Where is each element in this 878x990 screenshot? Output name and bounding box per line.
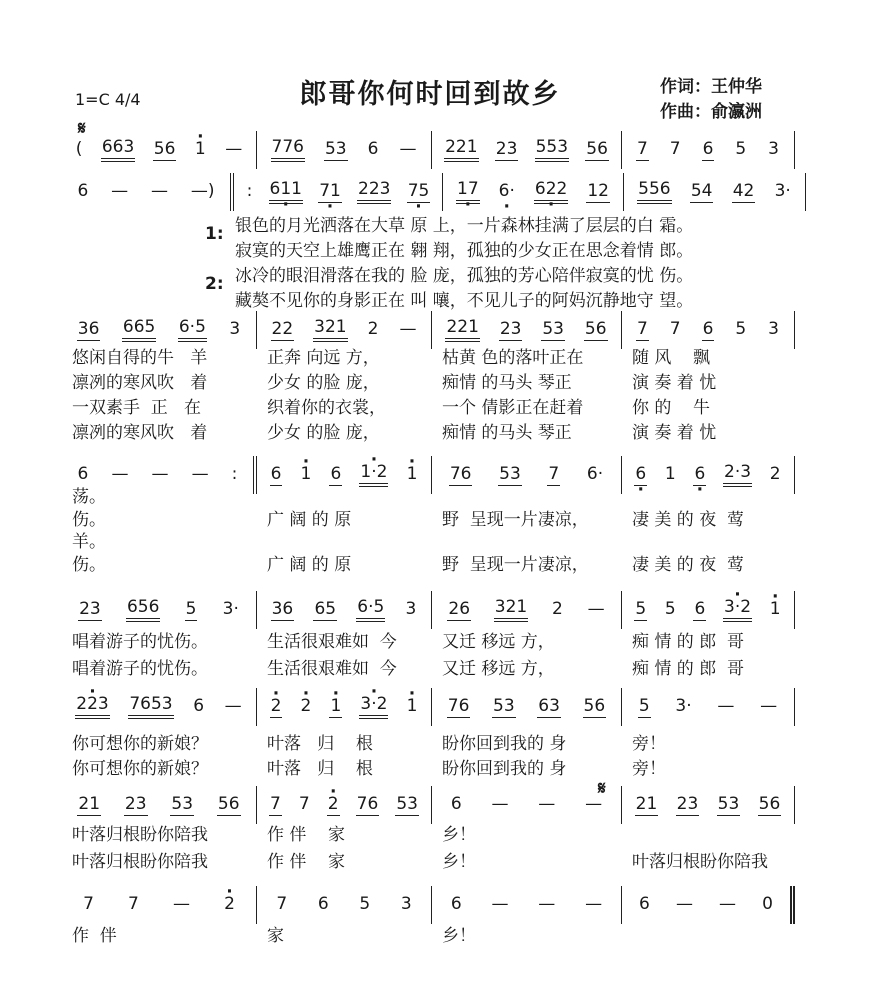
note: · 1	[769, 600, 782, 620]
staff-system	[62, 131, 795, 169]
note: —	[111, 181, 129, 201]
lyric-segment: 乡！	[442, 852, 476, 872]
note: 71 ·	[318, 182, 342, 203]
note: 3	[400, 894, 412, 914]
note: 6	[639, 894, 650, 914]
note: 54	[690, 180, 713, 201]
staff-system	[62, 886, 795, 924]
lyric-segment: 生活很艰难如 今	[267, 659, 397, 679]
lyric-segment: 唱着游子的忧伤。	[72, 632, 208, 652]
note: 23	[495, 138, 518, 159]
measure	[432, 311, 622, 349]
note: 611 ·	[269, 180, 303, 204]
note: · 2	[270, 697, 283, 718]
lyric-segment: 野 呈现一片凄凉，	[442, 554, 589, 575]
note: 3·	[222, 599, 239, 619]
staff-system	[62, 173, 806, 211]
note: 21	[635, 793, 658, 814]
note: —	[585, 894, 603, 914]
lyric-segment	[622, 531, 795, 554]
lyric-segment: 叶落 归 根	[267, 734, 373, 754]
note: —	[719, 894, 737, 914]
segno-icon: 𝄋	[78, 118, 86, 139]
note: 6	[702, 318, 714, 339]
note: 1	[664, 464, 676, 484]
note: —	[538, 794, 556, 814]
lyric-segment: 随 风 飘	[632, 348, 711, 368]
note: 6	[77, 181, 89, 201]
note: —	[225, 139, 243, 159]
note: —	[717, 696, 735, 716]
lyric-segment: 乡！	[442, 926, 476, 946]
note: 2	[552, 599, 563, 619]
lyric-segment: 痴情 的马头 琴正	[442, 373, 572, 393]
measure	[62, 688, 257, 726]
note: 53	[396, 793, 418, 814]
lyric-segment: 旁！	[632, 734, 666, 754]
note: · 2	[223, 895, 236, 915]
notation-symbol: :	[246, 181, 253, 201]
note: 3·	[675, 696, 692, 716]
lyric-segment: 正奔 向远 方，	[267, 348, 380, 368]
lyric-segment	[622, 486, 795, 509]
note: 5	[185, 598, 197, 619]
lyric-segment	[432, 531, 622, 554]
measure	[432, 688, 622, 726]
note: 56	[153, 138, 176, 159]
note: 223	[357, 180, 391, 204]
measure	[443, 173, 624, 211]
key-signature: 1=C 4/4	[75, 90, 141, 109]
lyric-segment: 痴 情 的 郎 哥	[632, 632, 745, 652]
staff-system	[62, 591, 795, 629]
note: 3	[405, 599, 417, 619]
note: 2	[769, 464, 781, 484]
lyric-segment: 盼你回到我的 身	[442, 734, 567, 754]
verse-line: 冰冷的眼泪滑落在我的 脸 庞，孤独的芳心陪伴寂寞的忧 伤。	[235, 266, 694, 286]
measure	[62, 786, 257, 824]
note: —	[538, 894, 556, 914]
note: · 2	[300, 697, 313, 717]
lyric-segment: 少女 的脸 庞，	[267, 423, 380, 443]
note: —)	[190, 181, 215, 201]
lyric-segment: 伤。	[72, 509, 106, 530]
lyric-segment: 又迁 移远 方，	[442, 632, 555, 652]
note: 53	[171, 793, 194, 814]
note: 622 ·	[534, 180, 568, 204]
note: 56	[586, 138, 608, 159]
note: 5	[664, 599, 676, 619]
note: —	[587, 599, 605, 619]
note: · 1	[406, 465, 419, 485]
verse-label-1: 1:	[205, 224, 224, 244]
note: 65	[314, 598, 337, 619]
note: 6	[702, 138, 714, 159]
note: —	[172, 894, 190, 914]
lyric-segment: 凄 美 的 夜 莺	[632, 509, 745, 530]
verse-line: 寂寞的天空上雄鹰正在 翱 翔，孤独的少女正在思念着情 郎。	[235, 241, 694, 261]
lyric-segment	[622, 822, 795, 849]
note: 56	[583, 695, 606, 716]
measure	[62, 131, 257, 169]
note: · 1·2	[359, 463, 388, 487]
lyrics-block	[62, 924, 795, 949]
measure	[624, 173, 806, 211]
note: 56	[584, 318, 607, 339]
measure	[432, 131, 622, 169]
lyric-segment	[622, 924, 795, 949]
lyricist-credit: 作词：王仲华	[660, 77, 762, 97]
lyric-segment: 广 阔 的 原	[267, 554, 352, 575]
measure	[622, 886, 795, 924]
lyric-segment: 你 的 牛	[632, 398, 711, 418]
segno-icon: 𝄋	[598, 778, 606, 799]
lyric-segment	[257, 531, 432, 554]
lyric-segment: 乡！	[442, 825, 476, 845]
note: —	[585, 794, 603, 814]
note: —	[111, 464, 129, 484]
verse-label-2: 2:	[205, 274, 224, 294]
lyric-segment: 演 奏 着 忧	[632, 373, 717, 393]
note: 665	[122, 318, 156, 342]
note: 5	[635, 598, 647, 619]
measure	[432, 886, 622, 924]
note: 6	[270, 463, 282, 484]
verse-line: 银色的月光洒落在大草 原 上，一片森林挂满了层层的白 霜。	[235, 216, 694, 236]
note: · 2	[327, 795, 340, 816]
lyric-segment: 伤。	[72, 554, 106, 575]
lyric-segment: 织着你的衣裳，	[267, 398, 386, 418]
note: · 223	[75, 695, 109, 719]
note: —	[760, 696, 778, 716]
note: 221	[445, 318, 479, 342]
measure	[257, 591, 432, 629]
note: 0	[762, 894, 773, 914]
note: 23	[124, 793, 147, 814]
measure	[234, 173, 443, 211]
measure	[622, 311, 795, 349]
note: 7	[636, 318, 648, 339]
staff-system	[62, 688, 795, 726]
note: 6	[317, 894, 329, 914]
note: 5	[735, 319, 747, 339]
lyric-segment: 你可想你的新娘？	[72, 759, 208, 779]
lyric-segment: 凛冽的寒风吹 着	[72, 423, 208, 443]
measure	[257, 688, 432, 726]
lyric-segment: 叶落 归 根	[267, 759, 373, 779]
measure	[257, 311, 432, 349]
note: 56	[217, 793, 240, 814]
note: 6 ·	[693, 465, 706, 486]
measure	[257, 786, 432, 824]
note: 53	[717, 793, 740, 814]
note: 6	[77, 464, 89, 484]
note: 2·3	[723, 463, 752, 487]
note: 7	[276, 894, 288, 914]
note: 663	[101, 138, 135, 162]
staff-system	[62, 311, 795, 349]
note: · 3·2	[359, 695, 388, 719]
note: 321	[494, 598, 528, 622]
note: 42	[732, 180, 755, 201]
note: 23	[79, 598, 101, 619]
lyric-segment: 叶落归根盼你陪我	[72, 825, 208, 845]
note: 6	[330, 463, 342, 484]
lyric-segment: 野 呈现一片凄凉，	[442, 509, 589, 530]
note: 36	[271, 598, 294, 619]
note: · 1	[300, 465, 313, 485]
note: 6· ·	[498, 182, 516, 202]
note: 221	[444, 138, 478, 162]
note: 556	[637, 180, 671, 204]
note: 7	[669, 319, 681, 339]
note: 3	[768, 139, 779, 159]
note: 3	[229, 319, 241, 339]
staff-system	[62, 786, 795, 824]
note: 776	[271, 138, 305, 162]
lyric-segment: 痴情 的马头 琴正	[442, 423, 572, 443]
measure	[622, 688, 795, 726]
measure	[62, 591, 257, 629]
note: 656	[126, 598, 160, 622]
note: 3·	[774, 181, 791, 201]
note: 76	[447, 695, 470, 716]
lyric-segment: 作 伴	[72, 926, 117, 946]
note: 6 ·	[634, 465, 647, 486]
note: 76	[356, 793, 379, 814]
lyric-segment: 痴 情 的 郎 哥	[632, 659, 745, 679]
note: · 1	[406, 697, 419, 717]
note: 53	[542, 318, 564, 339]
measure	[432, 591, 622, 629]
lyrics-block	[62, 346, 795, 446]
note: 53	[324, 138, 347, 159]
note: 75 ·	[407, 182, 431, 203]
note: 23	[499, 318, 522, 339]
note: 22	[271, 318, 294, 339]
lyric-segment: 羊。	[72, 532, 106, 552]
lyric-segment: 家	[267, 926, 284, 946]
lyric-segment: 盼你回到我的 身	[442, 759, 567, 779]
measure	[432, 786, 622, 824]
note: 7	[270, 793, 281, 814]
measure	[62, 886, 257, 924]
lyric-segment: 叶落归根盼你陪我	[632, 852, 768, 872]
lyric-segment: 演 奏 着 忧	[632, 423, 717, 443]
lyric-segment: 生活很艰难如 今	[267, 632, 397, 652]
note: 6	[694, 598, 706, 619]
measure	[622, 591, 795, 629]
note: —	[224, 696, 242, 716]
lyric-segment: 广 阔 的 原	[267, 509, 352, 530]
note: 553	[535, 138, 569, 162]
note: 7	[669, 139, 681, 159]
notation-symbol: (	[75, 139, 83, 159]
note: 21	[78, 793, 101, 814]
lyric-segment: 凄 美 的 夜 莺	[632, 554, 745, 575]
measure	[622, 786, 795, 824]
lyrics-block	[62, 486, 795, 576]
lyric-segment: 悠闲自得的牛 羊	[72, 348, 208, 368]
lyric-segment: 一双素手 正 在	[72, 398, 202, 418]
lyrics-block	[62, 822, 795, 876]
note: 7653	[128, 695, 173, 719]
lyrics-block	[62, 629, 795, 683]
lyric-segment: 叶落归根盼你陪我	[72, 852, 208, 872]
lyric-segment: 枯黄 色的落叶正在	[442, 348, 584, 368]
measure	[62, 173, 234, 211]
note: 3	[768, 319, 779, 339]
note: —	[191, 464, 209, 484]
verse-line: 藏獒不见你的身影正在 叫 嚷，不见儿子的阿妈沉静地守 望。	[235, 291, 694, 311]
note: 5	[735, 139, 747, 159]
note: —	[491, 794, 509, 814]
note: —	[399, 319, 417, 339]
note: · 1	[329, 697, 342, 718]
note: 6·5	[178, 318, 207, 342]
note: 7	[83, 894, 94, 914]
lyric-segment: 旁！	[632, 759, 666, 779]
lyric-segment: 又迁 移远 方，	[442, 659, 555, 679]
note: 6	[450, 894, 462, 914]
lyric-segment: 荡。	[72, 487, 106, 507]
note: 6·	[586, 464, 604, 484]
note: 7	[548, 463, 560, 484]
note: 23	[676, 793, 699, 814]
note: 36	[77, 318, 100, 339]
note: —	[151, 464, 169, 484]
note: · 3·2	[723, 598, 752, 622]
notation-symbol: :	[231, 464, 238, 484]
note: 321	[313, 318, 347, 342]
lyric-segment: 少女 的脸 庞，	[267, 373, 380, 393]
composer-credit: 作曲：俞瀛洲	[660, 102, 762, 122]
song-title: 郎哥你何时回到故乡	[299, 79, 561, 110]
lyric-segment	[432, 486, 622, 509]
lyric-segment: 你可想你的新娘？	[72, 734, 208, 754]
note: —	[399, 139, 417, 159]
measure	[257, 131, 432, 169]
lyric-segment: 唱着游子的忧伤。	[72, 659, 208, 679]
lyric-segment: 一个 倩影正在赶着	[442, 398, 584, 418]
note: 12	[587, 180, 609, 201]
measure	[62, 311, 257, 349]
note: 7	[636, 138, 648, 159]
lyrics-block	[62, 732, 795, 782]
note: 63	[538, 695, 560, 716]
note: 76	[449, 463, 472, 484]
note: 26	[448, 598, 471, 619]
note: 5	[638, 695, 650, 716]
note: 6·5	[356, 598, 385, 622]
note: 53	[493, 695, 515, 716]
note: 56	[758, 793, 781, 814]
note: · 1	[194, 140, 207, 160]
note: 2	[367, 319, 379, 339]
note: —	[491, 894, 509, 914]
note: 6	[367, 139, 379, 159]
note: 6	[450, 794, 462, 814]
lyric-segment	[257, 486, 432, 509]
note: 7	[298, 794, 310, 814]
note: 17 ·	[456, 180, 480, 204]
lyric-segment: 作 伴 家	[267, 852, 346, 872]
lyric-segment: 凛冽的寒风吹 着	[72, 373, 208, 393]
lyric-segment: 作 伴 家	[267, 825, 346, 845]
note: —	[151, 181, 169, 201]
note: —	[675, 894, 693, 914]
note: 6	[193, 696, 205, 716]
measure	[257, 886, 432, 924]
note: 7	[128, 894, 139, 914]
note: 53	[499, 463, 521, 484]
note: 5	[359, 894, 371, 914]
measure	[622, 131, 795, 169]
